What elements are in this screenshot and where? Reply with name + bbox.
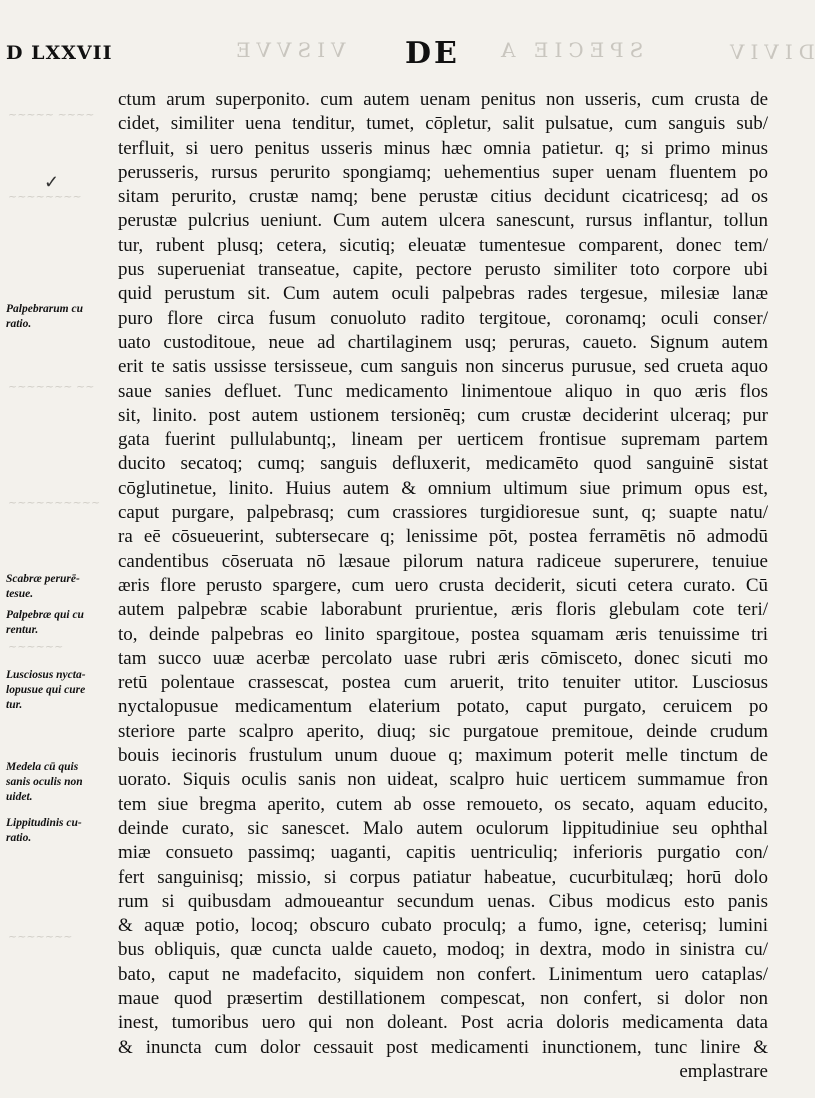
text-line: uato custoditoue, neue ad chartilaginem usq; peruras, caueto. Signum autem: [118, 331, 768, 353]
text-line: candentibus cōseruata nō læsaue pilorum natura radiceue superurere, tenuiue: [118, 550, 768, 572]
text-line: fert sanguinisq; missio, si corpus patiatur habeatue, cucurbitulæq; horū dolo: [118, 866, 768, 888]
main-text-block: [118, 88, 768, 1084]
text-line: sit, linito. post autem ustionem tersionēq; cum crustæ deciderint ulceraq; pur: [118, 404, 768, 426]
text-line: saue sanies defluet. Tunc medicamento linimentoue aliquo in quo æris flos: [118, 380, 768, 402]
marginal-note: Lippitudinis cu- ratio.: [6, 817, 82, 844]
text-line: emplastrare: [679, 1060, 768, 1082]
marginal-note: Scabræ perurē- tesue.: [6, 573, 80, 600]
bleed-through-text: VISVVE: [230, 38, 346, 62]
text-line: & inuncta cum dolor cessauit post medicamenti inunctionem, tunc linire &: [118, 1036, 768, 1058]
text-line: bouis iecinoris frustulum unum duoue q; maximum poterit melle tinctum de: [118, 745, 768, 767]
text-line: rum si quibusdam admoueantur secundum uenas. Cibus modicus esto panis: [118, 890, 768, 912]
marginal-notes: [0, 0, 115, 1098]
text-line: gata fuerint pullulabuntq;, lineam per uerticem frontisue supremam partem: [118, 429, 768, 451]
marginal-note: Palpebræ qui cu rentur.: [6, 609, 84, 636]
running-title: DE: [405, 36, 460, 71]
text-line: ducito secatoq; cumq; sanguis defluxerit, medicamēto quod sanguinē sistat: [118, 453, 768, 475]
text-line: perusseris, rursus perurito spongiamq; uehementius super uenam fluentem po: [118, 161, 768, 183]
text-line: bus obliquis, quæ cuncta ualde caueto, modoq; in dextra, modo in sinistra cu/: [118, 939, 768, 961]
text-line: cidet, similiter uena tenditur, tumet, cōpletur, salit pulsatue, cum sanguis sub/: [118, 113, 768, 135]
bleed-through-margin: ~~~~~ ~~~~ ~~~~~~~~ ~~~~~~~ ~~ ~~~~~~~~~~ ~~~~~~ ~~~~~~~: [8, 108, 101, 943]
text-line: ctum arum superponito. cum autem uenam penitus non usseris, cum crusta de: [118, 89, 768, 110]
text-line: nyctalopusue medicamentum elaterium potato, caput purgato, ceruicem po: [118, 696, 768, 718]
text-line: perustæ pulcrius ueniunt. Cum autem ulcera sanescunt, rursus inflantur, tollun: [118, 210, 768, 232]
text-line: ra eē cōsueuerint, subtersecare q; lenissime pōt, postea ferramētis nō admodū: [118, 526, 768, 548]
text-line: uorato. Siquis oculis sanis non uideat, scalpro huic uerticem summamue fron: [118, 769, 768, 791]
marginal-note: Medela cū quis sanis oculis non uidet.: [6, 761, 83, 803]
text-line: tem siue bregma aperito, cutem ab osse remoueto, os secato, aquam educito,: [118, 793, 768, 815]
text-line: terfluit, si uero penitus usseris minus hæc omnia patietur. q; si primo minus: [118, 137, 768, 159]
text-line: steriore parte scalpro aperito, diuq; sic purgatoue premitoue, deinde crudum: [118, 720, 768, 742]
folio-number: D LXXVII: [6, 42, 113, 64]
text-line: sitam perurito, crustæ namq; bene perustæ citius decidunt cicatricesq; ad os: [118, 186, 768, 208]
text-line: inest, tumoribus uero qui non doleant. Post acria doloris medicamenta data: [118, 1012, 768, 1034]
text-line: maue quod præsertim destillationem compescat, non confert, si dolor non: [118, 987, 768, 1009]
marginal-note: Lusciosus nycta- lopusue qui cure tur.: [6, 669, 86, 711]
text-line: tam succo uuæ acerbæ percolato uase rubri æris cōmisceto, donec sicuti mo: [118, 647, 768, 669]
text-line: æris flore perusto spargere, cum uero crusta deciderit, sicuti cetera curato. Cū: [118, 574, 768, 596]
text-line: & aquæ potio, locoq; obscuro cubato proculq; a fumo, igne, ceterisq; lumini: [118, 915, 768, 937]
text-line: puro flore circa fusum conuoluto radito tergitoue, coronamq; oculi conser/: [118, 307, 768, 329]
text-line: autem palpebræ scabie laborabunt prurientue, æris floris glebulam cote teri/: [118, 599, 768, 621]
bleed-through-text: SPECIE A: [495, 38, 644, 62]
text-line: caput purgare, palpebrasq; cum crassiores turgidioresue sunt, q; suapte natu/: [118, 502, 768, 524]
text-line: cōglutinetue, linito. Huius autem & omnium ultimum siue primum opus est,: [118, 477, 768, 499]
text-line: quid perustum sit. Cum autem oculi palpebras rades tergesue, milesiæ lanæ: [118, 283, 768, 305]
marginal-note: Palpebrarum cu ratio.: [6, 303, 83, 330]
running-header: [0, 30, 815, 71]
text-line: retū polentaue crassescat, postea cum aruerit, trito tenuiter utitor. Lusciosus: [118, 672, 768, 694]
ink-check-mark: ✓: [44, 172, 60, 193]
text-line: deinde curato, sic sanescet. Malo autem oculorum lippitudiniue seu ophthal: [118, 817, 768, 839]
text-line: bato, caput ne madefacito, siquidem non confert. Linimentum uero cataplas/: [118, 963, 768, 985]
text-line: miæ consueto passimq; uaganti, capitis uentriculiq; inferioris purgatio con/: [118, 842, 768, 864]
text-line: to, deinde palpebras eo linito spargitoue, postea squamam æris tenuissime tri: [118, 623, 768, 645]
bleed-through-text: DIVIV: [724, 40, 815, 64]
text-line: pus superueniat transeatue, capite, pectore perusto similiter toto corpore ubi: [118, 259, 768, 281]
text-line: tur, rubent plusq; cetera, sicutiq; eleuatæ tumentesue comparent, donec tem/: [118, 234, 768, 256]
text-line: erit te satis ussisse tersisseue, cum sanguis non sincerus purusue, sed crueta aquo: [118, 356, 768, 378]
